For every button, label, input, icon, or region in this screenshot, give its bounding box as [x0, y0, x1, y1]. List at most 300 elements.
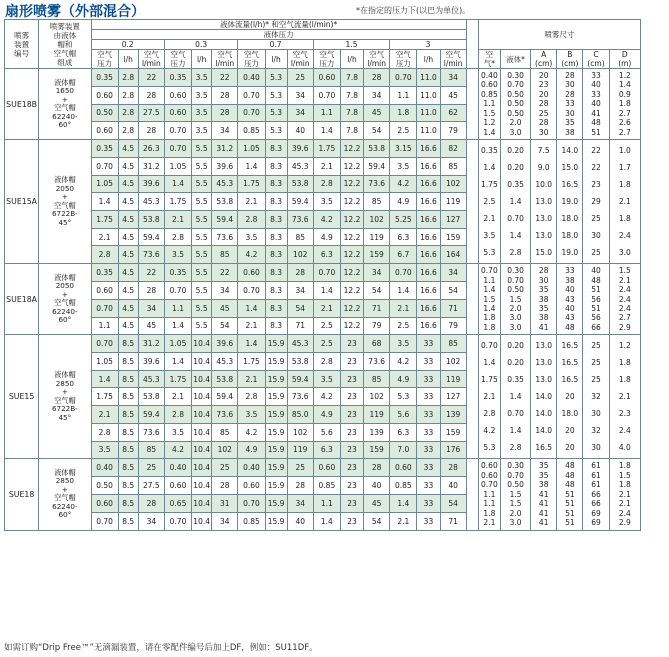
flow-cell: 6.7 [390, 246, 417, 264]
flow-cell: 85 [440, 157, 466, 175]
spray-size-value: 48 [565, 480, 575, 490]
spray-size-value: 1.4 [509, 197, 522, 207]
table-row [5, 459, 641, 477]
spray-size-cell [583, 335, 609, 459]
spray-size-value: 19.0 [561, 248, 579, 258]
flow-cell: 33 [417, 459, 440, 477]
flow-cell: 119 [440, 193, 466, 211]
pressure-value: 0.7 [238, 40, 313, 50]
spray-size-value: 0.20 [507, 341, 524, 351]
flow-cell: 0.85 [238, 512, 265, 530]
spray-size-value: 25 [538, 108, 549, 118]
flow-cell: 82 [440, 140, 466, 158]
flow-cell: 1.75 [164, 193, 191, 211]
flow-cell: 0.70 [91, 512, 118, 530]
spray-size-cell [531, 459, 557, 530]
spray-size-value: 19.0 [561, 197, 579, 207]
flow-cell: 7.8 [340, 69, 363, 87]
flow-cell: 8.5 [118, 441, 138, 459]
flow-cell: 3.5 [164, 246, 191, 264]
spray-size-value: 18.0 [561, 214, 579, 224]
spray-size-cell [500, 459, 530, 530]
flow-cell: 1.1 [313, 494, 340, 512]
combo-line: 62240- [52, 111, 78, 121]
spray-size-value: 2.1 [618, 197, 631, 207]
flow-cell: 8.3 [265, 210, 287, 228]
spray-size-value: 2.1 [618, 489, 631, 499]
air-pressure-header-line: 压力 [319, 59, 335, 68]
spray-size-value: 0.40 [481, 71, 498, 80]
spray-size-cell [531, 264, 557, 335]
flow-cell: 25 [287, 459, 313, 477]
combo-cell [39, 335, 91, 459]
flow-cell: 5.5 [192, 228, 212, 246]
spray-size-value: 5.3 [483, 443, 496, 453]
flow-cell: 22 [138, 69, 164, 87]
flow-cell: 0.70 [238, 86, 265, 104]
flow-cell: 33 [417, 406, 440, 424]
spray-size-value: 0.70 [507, 214, 524, 224]
combo-line: 液体帽 [54, 77, 76, 87]
spray-size-value: 28 [538, 118, 549, 128]
spray-size-subheader-line: (cm) [535, 59, 553, 68]
flow-cell: 0.70 [164, 281, 191, 299]
spray-size-value: 1.5 [618, 470, 631, 480]
combo-line: 空气帽 [54, 200, 76, 210]
flow-cell: 54 [364, 122, 390, 140]
spray-size-value: 29 [591, 197, 601, 207]
flow-cell: 0.60 [91, 494, 118, 512]
pressure-value: 1.5 [313, 40, 389, 50]
combo-line: 2050 [55, 281, 74, 291]
flow-cell: 34 [212, 512, 238, 530]
spray-size-value: 0.60 [481, 470, 498, 480]
flow-cell: 7.8 [340, 122, 363, 140]
flow-cell: 3.5 [313, 193, 340, 211]
flow-cell: 28 [364, 69, 390, 87]
spray-size-value: 2.1 [618, 275, 631, 285]
combo-line: 液体帽 [54, 467, 76, 477]
flow-cell: 1.05 [91, 175, 118, 193]
combo-line: 62240- [52, 501, 78, 511]
air-flow-header [364, 50, 390, 69]
flow-cell: 33 [417, 370, 440, 388]
flow-cell: 1.1 [91, 317, 118, 335]
flow-cell: 1.1 [313, 104, 340, 122]
spray-size-value: 35 [538, 470, 549, 480]
flow-cell: 15.9 [265, 477, 287, 495]
combo-line: 1650 [55, 86, 74, 96]
spray-size-value: 61 [591, 461, 601, 471]
header-row-1 [5, 20, 641, 30]
combo-line: 液体帽 [54, 370, 76, 380]
spray-size-value: 2.1 [618, 392, 631, 402]
flow-cell: 53.8 [212, 193, 238, 211]
flow-cell: 28 [138, 122, 164, 140]
flow-cell: 22 [212, 69, 238, 87]
flow-cell: 5.6 [313, 423, 340, 441]
flow-cell: 8.5 [118, 423, 138, 441]
spray-size-cell [500, 264, 530, 335]
spray-size-value: 2.7 [618, 313, 631, 323]
flow-cell: 23 [340, 370, 363, 388]
flow-cell: 53.8 [138, 388, 164, 406]
flow-cell: 71 [287, 317, 313, 335]
spray-size-value: 2.5 [483, 197, 496, 207]
flow-cell: 40 [440, 477, 466, 495]
flow-cell: 31.2 [138, 335, 164, 353]
flow-cell: 127 [440, 210, 466, 228]
flow-cell: 8.5 [118, 388, 138, 406]
flow-cell: 2.8 [164, 228, 191, 246]
flow-cell: 1.4 [390, 281, 417, 299]
spray-size-cell [557, 459, 583, 530]
flow-cell: 6.3 [390, 423, 417, 441]
spray-size-value: 1.5 [618, 266, 631, 276]
flow-cell: 8.3 [265, 264, 287, 282]
flow-cell: 71 [364, 299, 390, 317]
air-flow-header [212, 50, 238, 69]
flow-cell: 8.3 [265, 157, 287, 175]
flow-cell: 2.1 [238, 317, 265, 335]
combo-line: 6722B- [51, 404, 78, 414]
flow-cell: 4.5 [118, 317, 138, 335]
flow-cell: 0.35 [91, 264, 118, 282]
spacer-cell [466, 20, 478, 69]
flow-cell: 10.4 [192, 423, 212, 441]
spray-size-value: 51 [565, 508, 575, 518]
flow-cell: 5.5 [192, 299, 212, 317]
flow-cell: 5.5 [192, 281, 212, 299]
spray-size-value: 25 [591, 358, 601, 368]
flow-cell: 1.4 [91, 193, 118, 211]
spray-size-value: 0.9 [618, 89, 631, 99]
spray-size-value: 1.5 [509, 294, 522, 304]
flow-cell: 53.8 [212, 370, 238, 388]
flow-cell: 73.6 [364, 175, 390, 193]
flow-cell: 0.70 [91, 157, 118, 175]
air-pressure-header-line: 空气 [170, 50, 186, 59]
spray-size-value: 0.50 [507, 89, 524, 99]
flow-cell: 79 [440, 317, 466, 335]
spacer-cell [466, 335, 478, 459]
flow-cell: 159 [440, 423, 466, 441]
spray-size-value: 40 [565, 303, 575, 313]
spray-size-value: 15.0 [561, 163, 579, 173]
spray-size-value: 20 [538, 89, 549, 99]
spray-size-value: 48 [565, 470, 575, 480]
flow-cell: 22 [212, 264, 238, 282]
flow-cell: 1.75 [238, 353, 265, 371]
spray-size-value: 2.1 [483, 518, 496, 528]
pressure-header: 液体压力 [91, 30, 466, 40]
flow-cell: 1.4 [91, 370, 118, 388]
flow-cell: 0.40 [91, 459, 118, 477]
flow-cell: 5.5 [192, 193, 212, 211]
flow-cell: 25 [212, 459, 238, 477]
flow-cell: 59.4 [138, 228, 164, 246]
flow-cell: 85.0 [287, 406, 313, 424]
flow-cell: 4.9 [313, 406, 340, 424]
flow-cell: 54 [212, 317, 238, 335]
air-pressure-header-line: 空气 [395, 50, 411, 59]
flow-cell: 2.5 [313, 317, 340, 335]
flow-cell: 8.3 [265, 281, 287, 299]
air-flow-header-line: 空气 [143, 50, 159, 59]
spray-size-value: 0.50 [507, 99, 524, 109]
spray-size-value: 1.5 [483, 294, 496, 304]
spray-size-value: 0.60 [481, 461, 498, 471]
spray-size-value: 69 [591, 518, 601, 528]
spray-size-cell [531, 69, 557, 140]
air-flow-header-line: 空气 [369, 50, 385, 59]
spray-size-subheader [531, 50, 557, 69]
table-row [5, 264, 641, 282]
flow-cell: 23 [340, 512, 363, 530]
spray-size-value: 1.2 [618, 71, 631, 80]
spray-size-value: 16.5 [535, 443, 553, 453]
flow-cell: 12.2 [340, 157, 363, 175]
flow-cell: 8.5 [118, 494, 138, 512]
flow-cell: 1.4 [313, 512, 340, 530]
flow-cell: 159 [440, 228, 466, 246]
spray-size-value: 1.8 [618, 99, 631, 109]
spray-size-value: 13.0 [535, 358, 553, 368]
flow-cell: 4.5 [118, 228, 138, 246]
flow-cell: 5.5 [192, 175, 212, 193]
spray-size-value: 1.0 [618, 146, 631, 156]
combo-header [39, 20, 91, 69]
combo-line: 空气帽 [54, 395, 76, 405]
flow-cell: 45.3 [138, 193, 164, 211]
air-flow-header-line: l/min [443, 59, 463, 68]
flow-cell: 40 [287, 512, 313, 530]
spray-size-value: 0.70 [507, 275, 524, 285]
flow-cell: 2.1 [238, 370, 265, 388]
flow-cell: 71 [440, 299, 466, 317]
flow-cell: 45.3 [287, 157, 313, 175]
flow-cell: 2.8 [118, 122, 138, 140]
spray-size-header: 喷雾尺寸 [478, 20, 640, 50]
spray-size-value: 9.0 [537, 163, 550, 173]
combo-line: + [61, 484, 68, 494]
spray-size-cell [583, 459, 609, 530]
flow-cell: 34 [212, 122, 238, 140]
flow-cell: 12.2 [340, 228, 363, 246]
spray-size-cell [478, 140, 500, 264]
spray-size-value: 40 [591, 266, 601, 276]
flow-cell: 2.1 [313, 157, 340, 175]
table-row [5, 69, 641, 87]
air-pressure-header-line: 压力 [243, 59, 259, 68]
spray-size-subheader [557, 50, 583, 69]
spray-size-value: 1.4 [483, 285, 496, 295]
spray-size-cell [478, 459, 500, 530]
flow-cell: 33 [417, 512, 440, 530]
spray-size-value: 61 [591, 470, 601, 480]
flow-cell: 0.85 [238, 122, 265, 140]
spray-size-value: 2.0 [509, 508, 522, 518]
spray-size-value: 51 [565, 489, 575, 499]
spray-size-cell [531, 335, 557, 459]
flow-cell: 0.70 [164, 512, 191, 530]
spray-size-value: 1.8 [618, 358, 631, 368]
flow-cell: 8.5 [118, 512, 138, 530]
spray-size-value: 30 [591, 231, 601, 241]
flow-cell: 3.5 [390, 157, 417, 175]
flow-cell: 8.5 [118, 353, 138, 371]
flow-cell: 0.60 [238, 264, 265, 282]
flow-cell: 12.2 [340, 210, 363, 228]
spray-size-value: 18.0 [561, 231, 579, 241]
combo-line: 6722B- [51, 209, 78, 219]
flow-cell: 2.8 [91, 246, 118, 264]
spray-size-value: 48 [565, 322, 575, 332]
spray-size-value: 2.4 [618, 508, 631, 518]
spray-size-value: 0.60 [481, 80, 498, 90]
flow-cell: 0.40 [238, 69, 265, 87]
pressure-value: 0.3 [164, 40, 237, 50]
flow-cell: 0.70 [164, 140, 191, 158]
spray-size-value: 1.8 [483, 322, 496, 332]
flow-cell: 16.6 [417, 157, 440, 175]
flow-cell: 10.4 [192, 477, 212, 495]
model-cell: SUE18B [5, 69, 39, 140]
flow-cell: 2.5 [313, 335, 340, 353]
flow-cell: 1.75 [238, 175, 265, 193]
combo-line: 2050 [55, 183, 74, 193]
flow-cell: 2.5 [390, 317, 417, 335]
flow-cell: 0.60 [91, 86, 118, 104]
spray-size-cell [557, 140, 583, 264]
flow-cell: 34 [440, 264, 466, 282]
spray-size-value: 30 [591, 409, 601, 419]
flow-cell: 0.35 [164, 69, 191, 87]
flow-cell: 16.6 [417, 299, 440, 317]
flow-cell: 4.5 [118, 281, 138, 299]
flow-cell: 4.9 [390, 370, 417, 388]
flow-cell: 102 [364, 388, 390, 406]
liquid-flow-header: l/h [192, 50, 212, 69]
flow-cell: 2.1 [390, 299, 417, 317]
spray-size-value: 69 [591, 508, 601, 518]
spray-size-value: 1.7 [618, 163, 631, 173]
spray-size-cell [609, 335, 640, 459]
spray-size-value: 0.35 [481, 146, 498, 156]
spray-size-value: 0.70 [507, 470, 524, 480]
flow-cell: 15.9 [265, 335, 287, 353]
flow-cell: 40 [364, 477, 390, 495]
combo-line: 60° [58, 120, 72, 130]
flow-cell: 119 [440, 370, 466, 388]
flow-cell: 12.2 [340, 193, 363, 211]
flow-cell: 2.1 [313, 299, 340, 317]
flow-cell: 1.1 [390, 86, 417, 104]
spray-size-value: 3.0 [509, 518, 522, 528]
spray-size-subheader-line: B [567, 50, 573, 59]
spray-size-value: 16.5 [561, 180, 579, 190]
flow-cell: 8.3 [265, 193, 287, 211]
flow-cell: 28 [287, 477, 313, 495]
spray-size-value: 15.0 [535, 248, 553, 258]
spray-size-value: 14.0 [535, 426, 553, 436]
flow-cell: 10.4 [192, 459, 212, 477]
flow-cell: 53.8 [138, 210, 164, 228]
spray-size-value: 2.0 [509, 118, 522, 128]
spray-size-value: 30 [565, 108, 575, 118]
flow-cell: 33 [417, 353, 440, 371]
flow-cell: 53.8 [364, 140, 390, 158]
combo-line: 62240- [52, 306, 78, 316]
flow-cell: 2.1 [91, 228, 118, 246]
flow-cell: 102 [287, 246, 313, 264]
flow-cell: 102 [364, 210, 390, 228]
flow-cell: 0.40 [164, 459, 191, 477]
flow-cell: 0.60 [390, 459, 417, 477]
spray-size-value: 1.5 [483, 108, 496, 118]
flow-cell: 1.4 [238, 157, 265, 175]
air-pressure-header [164, 50, 191, 69]
spray-size-value: 25 [591, 375, 601, 385]
flow-cell: 59.4 [364, 157, 390, 175]
flow-cell: 33 [417, 441, 440, 459]
flow-cell: 0.60 [313, 69, 340, 87]
flow-cell: 0.70 [164, 122, 191, 140]
spray-size-value: 35 [538, 461, 549, 471]
flow-cell: 0.60 [164, 104, 191, 122]
spray-size-value: 1.1 [483, 275, 496, 285]
combo-line: 液体帽 [54, 175, 76, 185]
flow-cell: 119 [364, 228, 390, 246]
flow-cell: 3.5 [238, 406, 265, 424]
combo-header-line: 帽和 [57, 39, 73, 49]
flow-cell: 5.6 [390, 406, 417, 424]
flow-cell: 4.5 [118, 246, 138, 264]
flow-cell: 0.35 [91, 140, 118, 158]
flow-cell: 4.9 [238, 441, 265, 459]
flow-cell: 16.6 [417, 193, 440, 211]
flow-cell: 39.6 [138, 353, 164, 371]
flow-cell: 102 [440, 175, 466, 193]
spray-size-value: 14.0 [535, 409, 553, 419]
spray-size-value: 25 [591, 214, 601, 224]
flow-cell: 10.4 [192, 353, 212, 371]
spray-size-cell [478, 69, 500, 140]
flow-cell: 1.75 [91, 210, 118, 228]
spray-size-value: 0.70 [507, 80, 524, 90]
flow-cell: 0.60 [164, 86, 191, 104]
spray-size-value: 2.8 [509, 248, 522, 258]
spray-size-cell [557, 335, 583, 459]
flow-cell: 45 [440, 86, 466, 104]
flow-cell: 10.4 [192, 335, 212, 353]
spray-size-value: 1.8 [483, 508, 496, 518]
spray-size-value: 0.20 [507, 358, 524, 368]
flow-cell: 15.9 [265, 353, 287, 371]
flow-cell: 28 [138, 86, 164, 104]
combo-cell [39, 459, 91, 530]
flow-cell: 59.4 [287, 370, 313, 388]
flow-cell: 5.3 [265, 122, 287, 140]
flow-cell: 23 [340, 441, 363, 459]
flow-cell: 159 [364, 246, 390, 264]
flow-cell: 33 [417, 335, 440, 353]
spray-size-value: 1.1 [483, 489, 496, 499]
nozzle-setup-header-line: 喷雾 [14, 30, 30, 40]
spray-size-value: 0.35 [507, 375, 524, 385]
flow-cell: 23 [340, 494, 363, 512]
flow-cell: 4.5 [118, 264, 138, 282]
